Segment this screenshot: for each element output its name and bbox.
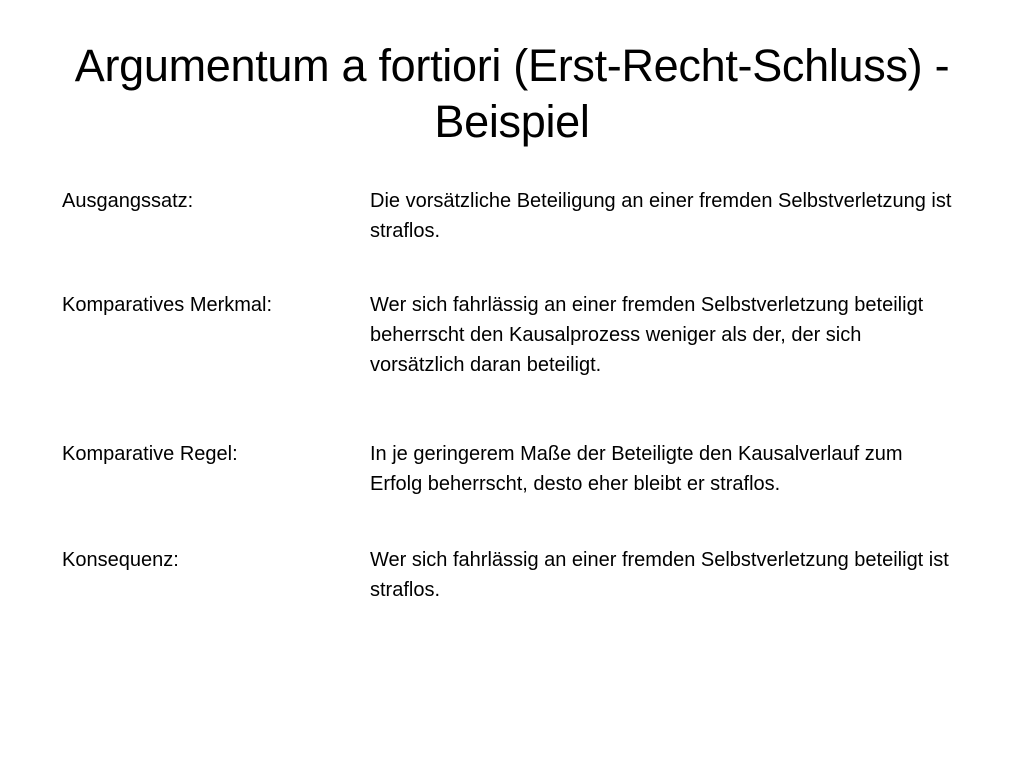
row-label-komparative-regel: Komparative Regel:: [62, 443, 238, 465]
row-text-komparative-regel: In je geringerem Maße der Beteiligte den Kausalverlauf zum Erfolg beherrscht, desto eher bleibt er straflos.: [370, 443, 903, 495]
row-text-ausgangssatz: Die vorsätzliche Beteiligung an einer fremden Selbstverletzung ist straflos.: [370, 190, 952, 242]
row-text-komparatives-merkmal: Wer sich fahrlässig an einer fremden Selbstverletzung beteiligt beherrscht den Kausalprozess weniger als der, der sich vorsätzlich daran beteiligt.: [370, 294, 924, 376]
row-text-konsequenz: Wer sich fahrlässig an einer fremden Selbstverletzung beteiligt ist straflos.: [370, 549, 949, 601]
slide-title: Argumentum a fortiori (Erst-Recht-Schluss) - Beispiel: [74, 40, 950, 147]
row-label-ausgangssatz: Ausgangssatz:: [62, 190, 194, 212]
row-label-konsequenz: Konsequenz:: [62, 549, 179, 571]
row-label-komparatives-merkmal: Komparatives Merkmal:: [62, 294, 273, 316]
